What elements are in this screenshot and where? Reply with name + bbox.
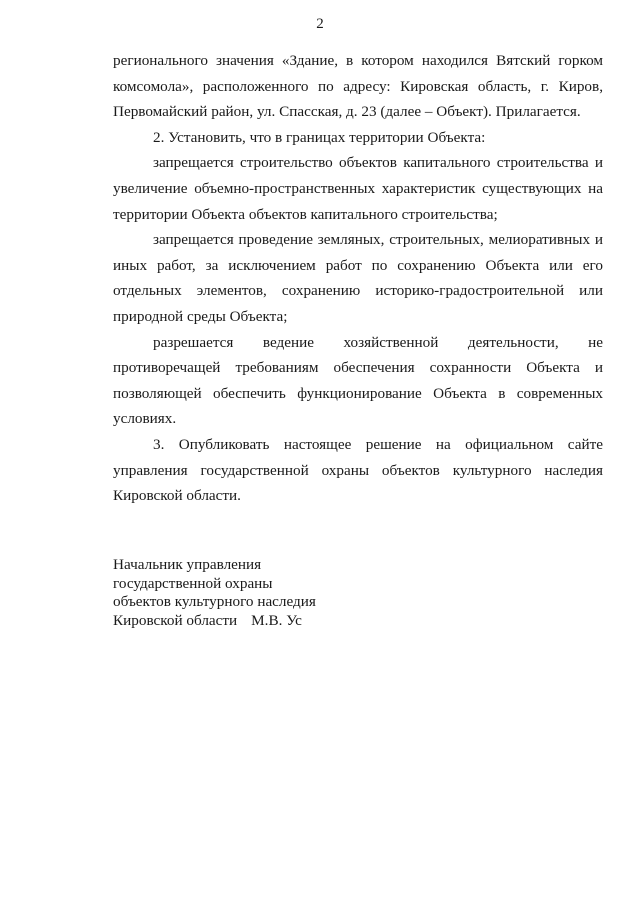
signer-name: М.В. Ус [251, 611, 302, 629]
signature-title-line-1: Начальник управления [113, 556, 262, 573]
signature-block [113, 556, 373, 630]
signature-region: Кировской области [113, 611, 238, 629]
paragraph-item-2-heading: 2. Установить, что в границах территории Объекта: [153, 128, 486, 146]
signature-title-line-4 [113, 612, 373, 631]
paragraph-works-ban: запрещается проведение земляных, строительных, мелиоративных и иных работ, за исключением работ по сохранению Объекта или его отдельных элементов, сохранению историко-градостроительной или природной среды Объекта; [113, 231, 603, 325]
signature-title-line-3: объектов культурного наследия [113, 593, 316, 611]
paragraph-economic-activity: разрешается ведение хозяйственной деятельности, не противоречащей требованиям обеспечения сохранности Объекта и позволяющей обеспечить функционирование Объекта в современных условиях. [113, 333, 603, 428]
page-number: 2 [316, 16, 324, 32]
signature-title-line-2: государственной охраны [113, 574, 273, 592]
paragraph-item-3-publish: 3. Опубликовать настоящее решение на официальном сайте управления государственной охраны объектов культурного наследия Кировской области. [113, 435, 603, 505]
document-body [113, 48, 603, 509]
paragraph-construction-ban: запрещается строительство объектов капитального строительства и увеличение объемно-пространственных характеристик существующих на территории Объекта объектов капитального строительства; [113, 154, 603, 223]
paragraph-object-description: регионального значения «Здание, в котором находился Вятский горком комсомола», расположенного по адресу: Кировская область, г. Киров, Первомайский район, ул. Спасская, д. 23 (далее – Объект). Прилагается. [113, 52, 603, 121]
